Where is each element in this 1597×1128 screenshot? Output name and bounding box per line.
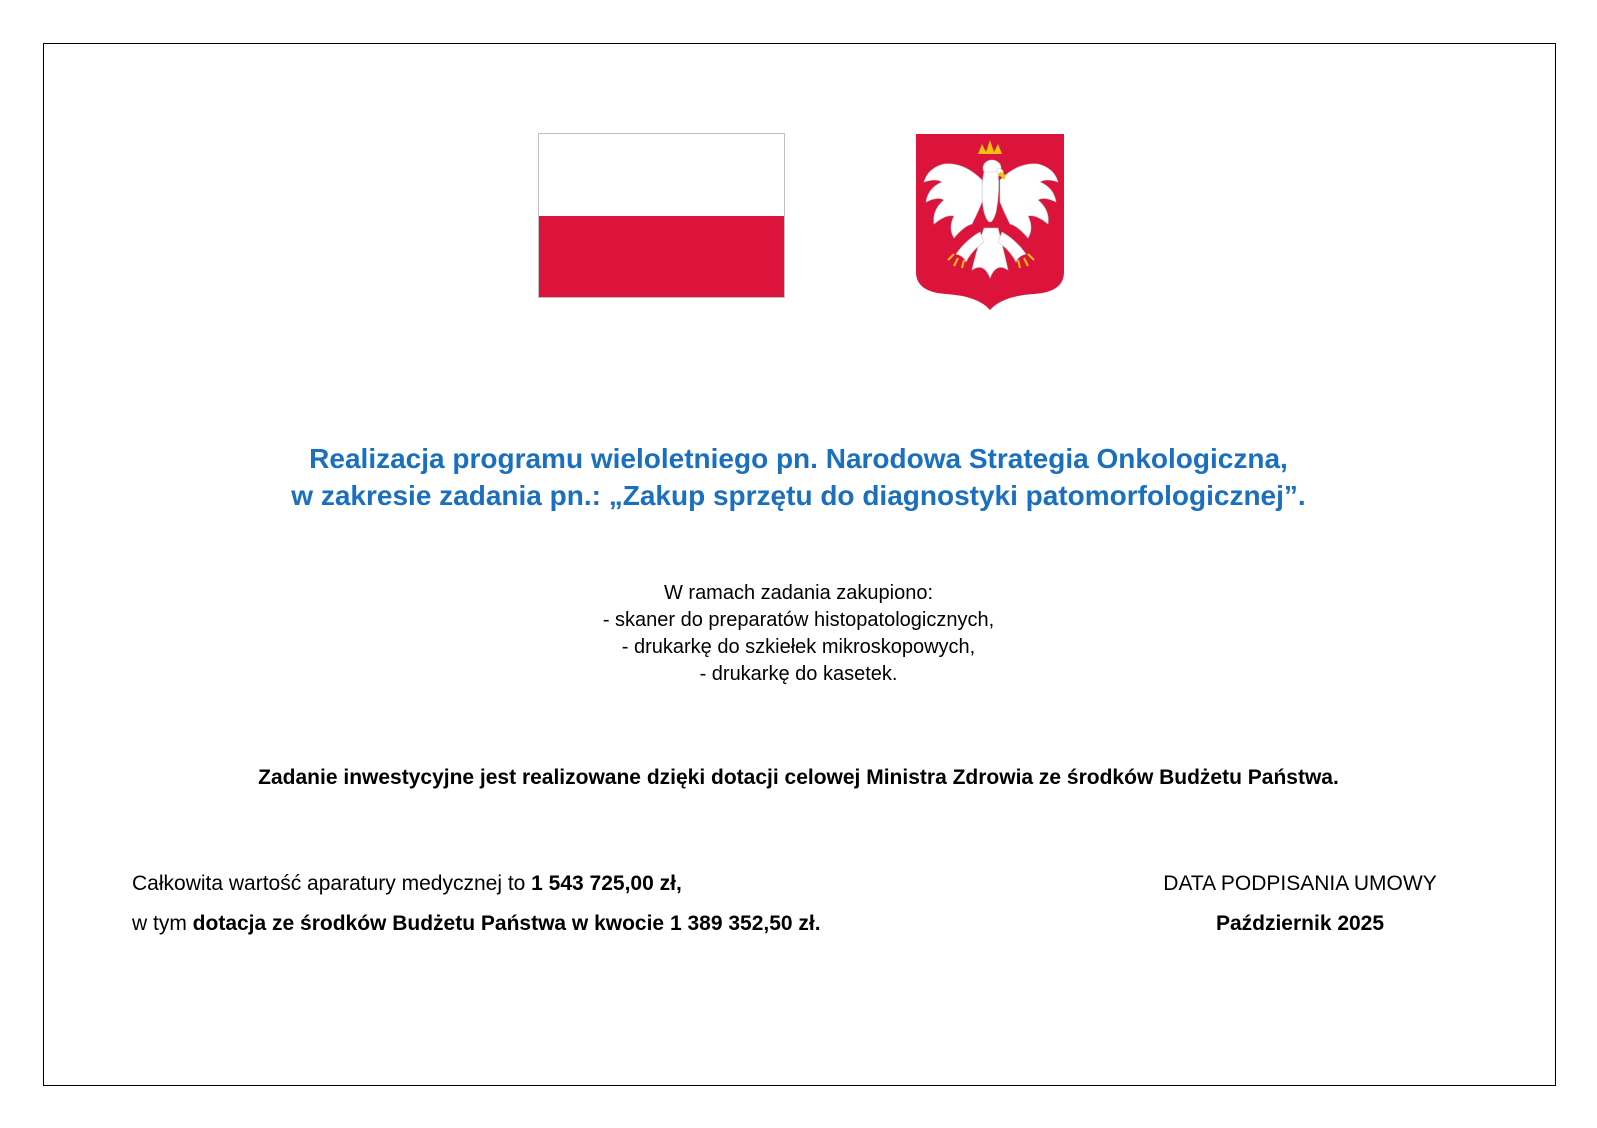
flag-white-stripe [539, 134, 784, 216]
polish-flag-icon [538, 133, 785, 298]
purchase-item: - drukarkę do kasetek. [699, 663, 898, 685]
signing-label: DATA PODPISANIA UMOWY [1163, 872, 1437, 895]
purchase-item: - skaner do preparatów histopatologicznych, [602, 609, 995, 631]
purchase-list-intro: W ramach zadania zakupiono: [663, 582, 934, 604]
value-line-1-text: Całkowita wartość aparatury medycznej to [132, 872, 532, 895]
purchase-list [0, 580, 1597, 688]
value-line-2 [132, 910, 821, 938]
agreement-signing [1100, 870, 1500, 938]
signing-date: Październik 2025 [1215, 912, 1385, 935]
equipment-value [132, 870, 821, 938]
polish-eagle-emblem-icon [914, 132, 1066, 312]
project-headline [0, 440, 1597, 514]
flag-red-stripe [539, 216, 784, 298]
headline-line-2: w zakresie zadania pn.: „Zakup sprzętu do diagnostyki patomorfologicznej”. [291, 480, 1306, 511]
funding-statement: Zadanie inwestycyjne jest realizowane dzięki dotacji celowej Ministra Zdrowia ze środków Budżetu Państwa. [258, 766, 1339, 789]
total-amount: 1 543 725,00 zł, [531, 872, 682, 895]
value-line-1 [132, 870, 821, 898]
headline-line-1: Realizacja programu wieloletniego pn. Narodowa Strategia Onkologiczna, [309, 443, 1288, 474]
value-line-2-text: w tym [132, 912, 193, 935]
purchase-item: - drukarkę do szkiełek mikroskopowych, [621, 636, 976, 658]
subsidy-amount: dotacja ze środków Budżetu Państwa w kwocie 1 389 352,50 zł. [192, 912, 821, 935]
